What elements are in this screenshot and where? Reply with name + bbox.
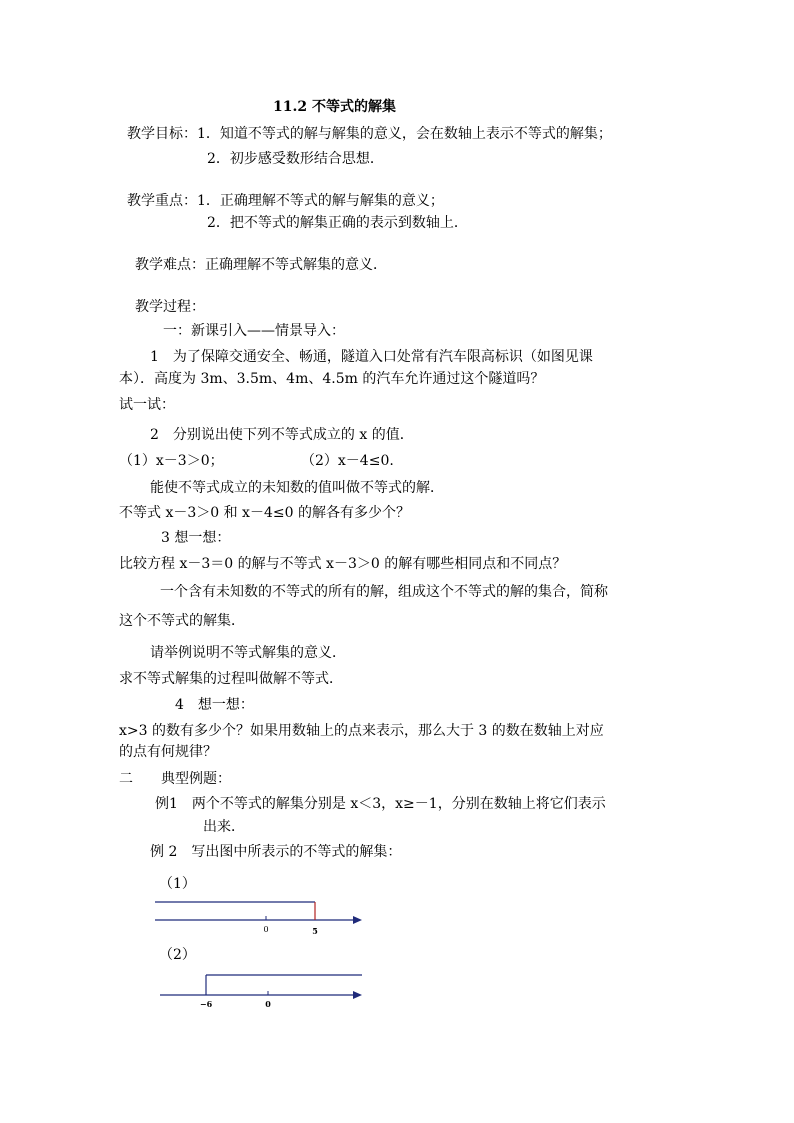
teaching-goals-line-1: 教学目标：1．知道不等式的解与解集的意义，会在数轴上表示不等式的解集； <box>127 126 612 142</box>
figure-1-label: （1） <box>159 876 196 892</box>
number-line-2-tick-label-0: 0 <box>265 999 271 1009</box>
compare-line: 比较方程 x－3＝0 的解与不等式 x－3＞0 的解有哪些相同点和不同点？ <box>119 556 567 572</box>
teaching-goals-line-2: 2．初步感受数形结合思想． <box>207 151 384 167</box>
definition-set-line-1: 一个含有未知数的不等式的所有的解，组成这个不等式的解的集合，简称 <box>160 584 608 600</box>
section-1-heading: 一：新课引入——情景导入： <box>163 323 345 339</box>
section-2-heading: 二 典型例题： <box>119 771 231 787</box>
example-1-line-2: 出来． <box>203 819 245 835</box>
definition-solve: 求不等式解集的过程叫做解不等式． <box>119 671 343 687</box>
example-1-line-1: 例1 两个不等式的解集分别是 x＜3，x≥－1，分别在数轴上将它们表示 <box>155 796 606 812</box>
number-line-1-tick-label-5: 5 <box>312 926 318 936</box>
paragraph-2-item-2: （2）x－4≤0. <box>301 453 394 469</box>
difficulty-line: 教学难点：正确理解不等式解集的意义． <box>135 257 387 273</box>
number-line-2 <box>155 968 370 1013</box>
number-line-1-tick-label-0: 0 <box>263 925 269 934</box>
try-it-label: 试一试： <box>119 397 175 413</box>
key-points-line-2: 2．把不等式的解集正确的表示到数轴上． <box>207 215 468 231</box>
paragraph-1-line-2: 本）．高度为 3m、3.5m、4m、4.5m 的汽车允许通过这个隧道吗？ <box>119 371 545 387</box>
example-prompt: 请举例说明不等式解集的意义． <box>150 645 346 661</box>
number-line-2-arrow-icon <box>353 991 362 999</box>
key-points-line-1: 教学重点：1．正确理解不等式的解与解集的意义； <box>127 193 444 209</box>
question-4-line-1: x>3 的数有多少个？如果用数轴上的点来表示，那么大于 3 的数在数轴上对应 <box>119 723 604 739</box>
paragraph-1-line-1: 1 为了保障交通安全、畅通，隧道入口处常有汽车限高标识（如图见课 <box>150 349 593 365</box>
paragraph-2-item-1: （1）x－3＞0； <box>119 453 224 469</box>
think-3-label: 3 想一想： <box>161 530 231 546</box>
number-line-2-tick-label-minus-6: −6 <box>199 999 213 1009</box>
definition-set-line-2: 这个不等式的解集． <box>119 613 245 629</box>
think-4-label: 4 想一想： <box>175 697 254 713</box>
question-count: 不等式 x－3＞0 和 x－4≤0 的解各有多少个？ <box>119 505 410 521</box>
figure-2-label: （2） <box>159 947 196 963</box>
page-title: 11.2 不等式的解集 <box>273 99 396 115</box>
example-2-line: 例 2 写出图中所表示的不等式的解集： <box>150 844 402 860</box>
number-line-1-arrow-icon <box>353 916 362 924</box>
number-line-1 <box>150 895 370 940</box>
question-4-line-2: 的点有何规律？ <box>119 744 217 760</box>
paragraph-2: 2 分别说出使下列不等式成立的 x 的值． <box>150 427 414 443</box>
process-heading: 教学过程： <box>135 299 205 315</box>
definition-solution: 能使不等式成立的未知数的值叫做不等式的解． <box>150 480 444 496</box>
